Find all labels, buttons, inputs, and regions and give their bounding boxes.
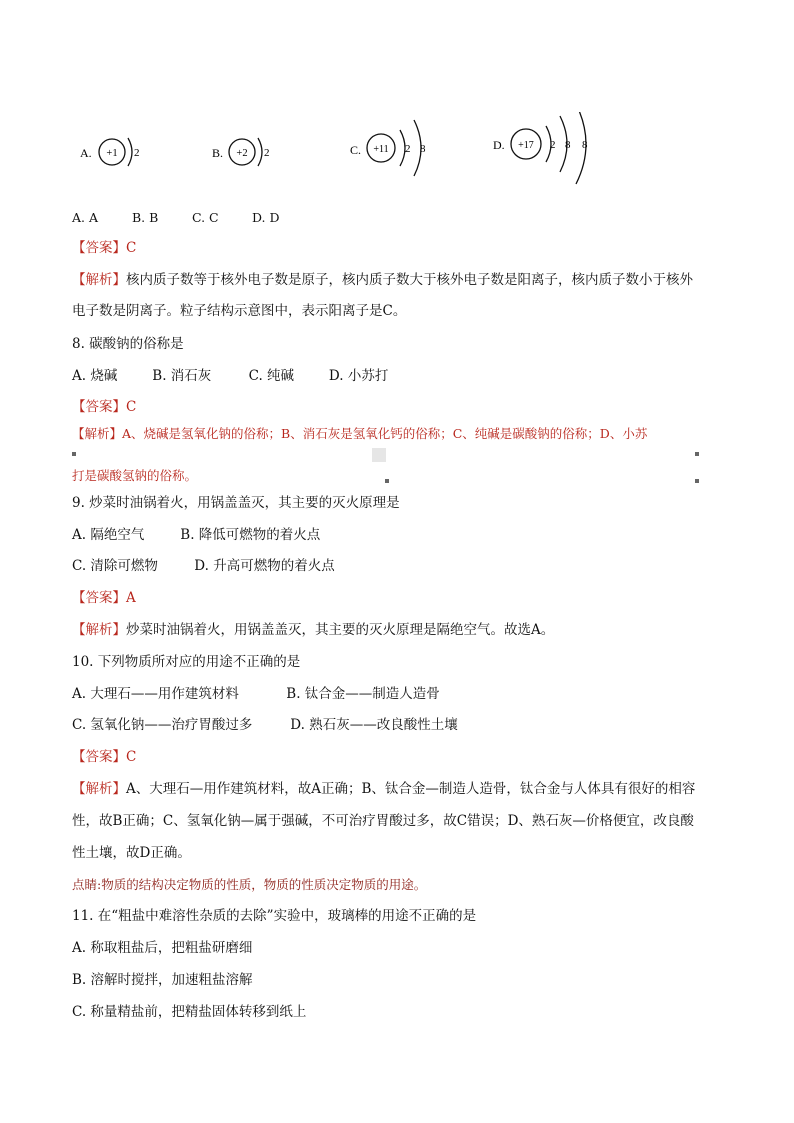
q10-answer [72, 748, 136, 766]
decor-dot [695, 479, 699, 483]
q10-answer-value: C [126, 749, 137, 765]
diagram-d-shell-3: 8 [582, 139, 588, 151]
q9-options-row-2 [72, 557, 335, 575]
q7-answer-value: C [126, 240, 137, 256]
q8-answer-label: 【答案】 [72, 399, 126, 415]
diagram-d-nucleus: +17 [518, 140, 534, 151]
q8-analysis-line-1 [72, 425, 647, 443]
q8-question: 8. 碳酸钠的俗称是 [72, 336, 184, 352]
blurred-mark [372, 448, 386, 462]
q8-option-a: A. 烧碱 [72, 368, 118, 384]
diagram-d [493, 112, 588, 184]
diagram-c-shell-1: 2 [405, 143, 411, 155]
diagram-b-nucleus: +2 [236, 148, 248, 159]
q11-option-b: B. 溶解时搅拌，加速粗盐溶解 [72, 972, 253, 988]
q10-answer-label: 【答案】 [72, 749, 126, 765]
q8-option-c: C. 纯碱 [248, 368, 295, 384]
q11-question: 11. 在“粗盐中难溶性杂质的去除”实验中，玻璃棒的用途不正确的是 [72, 908, 477, 924]
q10-tip: 点睛:物质的结构决定物质的性质，物质的性质决定物质的用途。 [72, 877, 427, 892]
q8-options [72, 367, 388, 385]
q10-option-c: C. 氢氧化钠——治疗胃酸过多 [72, 717, 253, 733]
q11-option-c: C. 称量精盐前，把精盐固体转移到纸上 [72, 1004, 307, 1020]
q9-option-d: D. 升高可燃物的着火点 [194, 558, 335, 574]
q8-option-b: B. 消石灰 [152, 368, 212, 384]
q9-option-c: C. 清除可燃物 [72, 558, 158, 574]
q7-answer [72, 239, 136, 257]
q7-options [72, 209, 280, 227]
q8-analysis-text-1: A、烧碱是氢氧化钠的俗称；B、消石灰是氢氧化钙的俗称；C、纯碱是碳酸钠的俗称；D、小苏 [122, 426, 648, 441]
q11-option-a: A. 称取粗盐后，把粗盐研磨细 [72, 940, 253, 956]
q9-options-row-1 [72, 526, 320, 544]
decor-dot [695, 452, 699, 456]
q7-analysis-label: 【解析】 [72, 272, 126, 288]
q10-analysis-line-1 [72, 780, 695, 798]
diagram-a-label: A. [80, 146, 92, 160]
q7-option-c: C. C [191, 210, 219, 225]
q9-analysis-text: 炒菜时油锅着火，用锅盖盖灭，其主要的灭火原理是隔绝空气。故选A。 [126, 622, 555, 638]
diagram-b [212, 138, 270, 166]
q10-question: 10. 下列物质所对应的用途不正确的是 [72, 654, 301, 670]
q7-analysis-text-1: 核内质子数等于核外电子数是原子，核内质子数大于核外电子数是阳离子，核内质子数小于核外 [126, 272, 693, 288]
diagram-c-label: C. [350, 143, 362, 157]
diagram-d-shell-2: 8 [565, 139, 571, 151]
q8-analysis-label: 【解析】 [72, 426, 123, 441]
atom-structure-diagrams [70, 112, 630, 202]
q9-option-b: B. 降低可燃物的着火点 [180, 527, 321, 543]
q9-analysis-label: 【解析】 [72, 622, 126, 638]
q10-analysis-text-1: A、大理石—用作建筑材料，故A正确；B、钛合金—制造人造骨，钛合金与人体具有很好的相容 [126, 781, 696, 797]
diagram-c-shell-2: 8 [420, 143, 426, 155]
q10-analysis-line-2: 性，故B正确；C、氢氧化钠—属于强碱，不可治疗胃酸过多，故C错误；D、熟石灰—价格便宜，改良酸 [72, 813, 694, 829]
diagram-a-shell-1: 2 [134, 147, 140, 159]
q7-answer-label: 【答案】 [72, 240, 126, 256]
q9-question: 9. 炒菜时油锅着火，用锅盖盖灭，其主要的灭火原理是 [72, 495, 400, 511]
q8-option-d: D. 小苏打 [328, 368, 389, 384]
diagram-a [80, 138, 140, 166]
q9-answer-value: A [126, 590, 136, 606]
q7-option-b: B. B [131, 210, 159, 225]
decor-dot [72, 452, 76, 456]
q8-answer-value: C [126, 399, 137, 415]
q10-options-row-1 [72, 685, 440, 703]
q9-option-a: A. 隔绝空气 [72, 527, 145, 543]
q10-option-a: A. 大理石——用作建筑材料 [72, 686, 239, 702]
q7-analysis-line-2: 电子数是阴离子。粒子结构示意图中，表示阳离子是C。 [72, 303, 407, 319]
q10-options-row-2 [72, 716, 458, 734]
diagram-c-nucleus: +11 [373, 144, 389, 155]
q7-option-d: D. D [251, 210, 280, 225]
q10-option-b: B. 钛合金——制造人造骨 [286, 686, 440, 702]
q10-analysis-line-3: 性土壤，故D正确。 [72, 845, 191, 861]
decor-dot [385, 479, 389, 483]
diagram-d-label: D. [493, 138, 505, 152]
q7-analysis-line-1 [72, 271, 693, 289]
q7-option-a: A. A [72, 210, 99, 225]
q9-answer-label: 【答案】 [72, 590, 126, 606]
diagram-b-label: B. [212, 146, 224, 160]
q8-answer [72, 398, 136, 416]
q10-analysis-label: 【解析】 [72, 781, 126, 797]
q8-analysis-line-2: 打是碳酸氢钠的俗称。 [72, 468, 198, 483]
q9-analysis [72, 621, 554, 639]
diagram-d-shell-1: 2 [550, 139, 556, 151]
diagram-c [350, 120, 426, 176]
diagram-b-shell-1: 2 [264, 147, 270, 159]
q10-option-d: D. 熟石灰——改良酸性土壤 [290, 717, 458, 733]
diagram-a-nucleus: +1 [106, 148, 118, 159]
q9-answer [72, 589, 136, 607]
